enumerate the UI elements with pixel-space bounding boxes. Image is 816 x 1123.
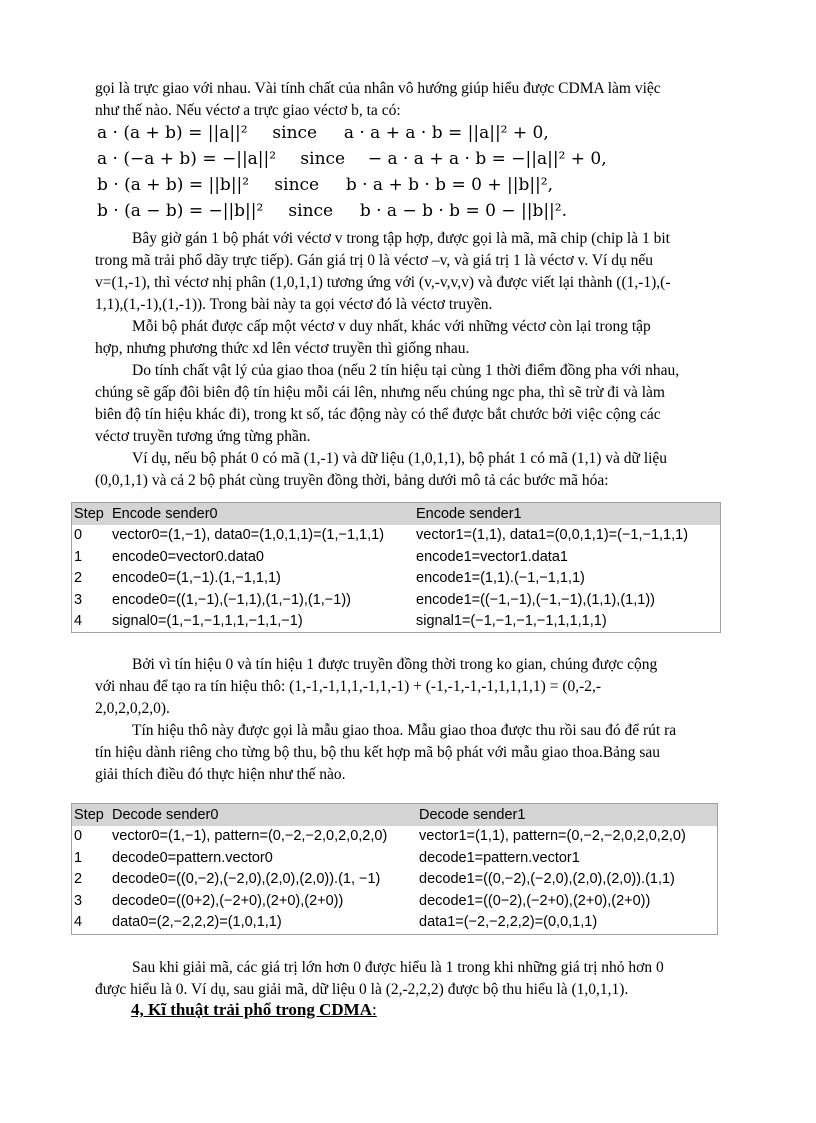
table-cell: 1 (74, 849, 83, 866)
text-line: véctơ truyền tương ứng từng phần. (95, 428, 311, 445)
equation-row (97, 146, 607, 172)
paragraph-chip-code (95, 228, 745, 316)
equation-lhs: a · (a + b) = ||a||² (97, 123, 248, 143)
table-header-cell: Encode sender0 (110, 503, 414, 525)
paragraph-interference (95, 360, 745, 448)
table-row (72, 847, 717, 869)
table-cell: vector1=(1,1), data1=(0,0,1,1)=(−1,−1,1,1) (416, 527, 689, 544)
table-cell: vector0=(1,−1), pattern=(0,−2,−2,0,2,0,2,0) (112, 828, 388, 845)
text-line: 1,1),(1,-1),(1,-1)). Trong bài này ta gọi véctơ đó là véctơ truyền. (95, 296, 493, 313)
text-line: chúng sẽ gấp đôi biên độ tín hiệu mỗi cái lên, nhưng nếu chúng ngc pha, thì sẽ trừ đi và làm (95, 384, 665, 401)
table-cell: 2 (74, 871, 83, 888)
text-line: Tín hiệu thô này được gọi là mẫu giao thoa. Mẫu giao thoa được thu rồi sau đó để rút ra (132, 722, 677, 739)
text-line: gọi là trực giao với nhau. Vài tính chất của nhân vô hướng giúp hiểu được CDMA làm việc (95, 80, 661, 97)
encode-table-frame (71, 502, 721, 633)
equation-since: since (288, 201, 334, 221)
table-cell: data0=(2,−2,2,2)=(1,0,1,1) (112, 914, 282, 931)
table-cell: decode1=pattern.vector1 (419, 849, 580, 866)
equation-since: since (272, 123, 318, 143)
table-cell: vector0=(1,−1), data0=(1,0,1,1)=(1,−1,1,1) (112, 527, 385, 544)
table-cell: encode0=vector0.data0 (112, 548, 264, 565)
equation-rhs: b · a − b · b = 0 − ||b||². (359, 201, 567, 221)
table-cell: decode0=((0,−2),(−2,0),(2,0),(2,0)).(1, −1) (112, 871, 381, 888)
table-cell: 0 (74, 828, 83, 845)
equation-since: since (300, 149, 346, 169)
equation-lhs: b · (a + b) = ||b||² (97, 175, 250, 195)
intro-paragraph (95, 78, 745, 122)
table-row (72, 611, 720, 633)
table-cell: 0 (74, 527, 83, 544)
equation-lhs: b · (a − b) = −||b||² (97, 201, 264, 221)
table-cell: encode1=vector1.data1 (416, 548, 568, 565)
table-row (72, 589, 720, 611)
text-line: Sau khi giải mã, các giá trị lớn hơn 0 được hiểu là 1 trong khi những giá trị nhỏ hơn 0 (132, 959, 664, 976)
text-line: 2,0,2,0,2,0). (95, 700, 170, 717)
table-row (72, 912, 717, 934)
table-header-row (72, 503, 720, 525)
table-cell: data1=(−2,−2,2,2)=(0,0,1,1) (419, 914, 598, 931)
text-line: với nhau để tạo ra tín hiệu thô: (1,-1,-1,1,1,-1,1,-1) + (-1,-1,-1,-1,1,1,1,1) = (0,-2,- (95, 678, 602, 695)
decode-table-frame (71, 803, 718, 935)
table-row (72, 546, 720, 568)
text-line: trong mã trải phổ dãy trực tiếp). Gán giá trị 0 là véctơ –v, và giá trị 1 là véctơ v. Ví dụ nếu (95, 252, 653, 269)
equation-row (97, 172, 607, 198)
table-cell: encode1=((−1,−1),(−1,−1),(1,1),(1,1)) (416, 591, 655, 608)
table-cell: 1 (74, 548, 83, 565)
text-line: giải thích điều đó thực hiện như thế nào. (95, 766, 346, 783)
equation-rhs: a · a + a · b = ||a||² + 0, (343, 123, 549, 143)
table-row (72, 568, 720, 590)
table-row (72, 525, 720, 547)
text-line: (0,0,1,1) và cả 2 bộ phát cùng truyền đồng thời, bảng dưới mô tả các bước mã hóa: (95, 472, 609, 489)
text-line: Bây giờ gán 1 bộ phát với véctơ v trong tập hợp, được gọi là mã, mã chip (chip là 1 bit (132, 230, 670, 247)
table-row (72, 826, 717, 848)
table-cell: decode1=((0−2),(−2+0),(2+0),(2+0)) (419, 892, 651, 909)
section-heading (131, 1000, 377, 1020)
text-line: Ví dụ, nếu bộ phát 0 có mã (1,-1) và dữ liệu (1,0,1,1), bộ phát 1 có mã (1,1) và dữ liệu (132, 450, 668, 467)
text-line: Do tính chất vật lý của giao thoa (nếu 2 tín hiệu tại cùng 1 thời điểm đồng pha với nhau, (132, 362, 680, 379)
text-line: Bởi vì tín hiệu 0 và tín hiệu 1 được truyền đồng thời trong ko gian, chúng được cộng (132, 656, 658, 673)
text-line: hợp, nhưng phương thức xd lên véctơ truyền thì giống nhau. (95, 340, 470, 357)
table-header-cell: Encode sender1 (414, 503, 720, 525)
table-header-cell: Step (72, 804, 110, 826)
equation-since: since (274, 175, 320, 195)
section-heading-colon: : (372, 1000, 377, 1019)
table-cell: decode0=((0+2),(−2+0),(2+0),(2+0)) (112, 892, 344, 909)
table-cell: 4 (74, 613, 83, 630)
paragraph-interference-pattern (95, 720, 745, 786)
text-line: Mỗi bộ phát được cấp một véctơ v duy nhất, khác với những véctơ còn lại trong tập (132, 318, 651, 335)
equation-rhs: b · a + b · b = 0 + ||b||², (345, 175, 553, 195)
table-cell: 2 (74, 570, 83, 587)
encode-table (72, 503, 720, 632)
table-header-cell: Decode sender1 (417, 804, 717, 826)
table-cell: signal0=(1,−1,−1,1,1,−1,1,−1) (112, 613, 303, 630)
table-cell: encode0=((1,−1),(−1,1),(1,−1),(1,−1)) (112, 591, 351, 608)
table-cell: encode1=(1,1).(−1,−1,1,1) (416, 570, 585, 587)
text-line: được hiểu là 0. Ví dụ, sau giải mã, dữ liệu 0 là (2,-2,2,2) được bộ thu hiểu là (1,0,1,1). (95, 981, 629, 998)
text-line: biên độ tín hiệu khác đi), trong kt số, tác động này có thể được bắt chước bởi việc cộng các (95, 406, 661, 423)
table-cell: vector1=(1,1), pattern=(0,−2,−2,0,2,0,2,0) (419, 828, 686, 845)
table-cell: encode0=(1,−1).(1,−1,1,1) (112, 570, 281, 587)
table-row (72, 869, 717, 891)
text-line: như thế nào. Nếu véctơ a trực giao véctơ b, ta có: (95, 102, 401, 119)
equation-lhs: a · (−a + b) = −||a||² (97, 149, 277, 169)
table-row (72, 890, 717, 912)
paragraph-raw-signal (95, 654, 745, 720)
table-header-cell: Step (72, 503, 110, 525)
table-header-cell: Decode sender0 (110, 804, 417, 826)
section-heading-text: 4, Kĩ thuật trải phổ trong CDMA (131, 1000, 372, 1019)
equation-row (97, 120, 607, 146)
paragraph-decode-result (95, 957, 745, 1001)
text-line: v=(1,-1), thì véctơ nhị phân (1,0,1,1) tương ứng với (v,-v,v,v) và được viết lại thành ((1,-1),(- (95, 274, 671, 291)
paragraph-example (95, 448, 745, 492)
table-cell: signal1=(−1,−1,−1,−1,1,1,1,1) (416, 613, 607, 630)
paragraph-unique-vector (95, 316, 745, 360)
text-line: tín hiệu dành riêng cho từng bộ thu, bộ thu kết hợp mã bộ phát với mẫu giao thoa.Bảng sau (95, 744, 661, 761)
table-cell: decode0=pattern.vector0 (112, 849, 273, 866)
equation-row (97, 198, 607, 224)
table-cell: 3 (74, 892, 83, 909)
decode-table (72, 804, 717, 933)
equation-block (97, 120, 607, 224)
equation-rhs: − a · a + a · b = −||a||² + 0, (367, 149, 607, 169)
table-cell: 3 (74, 591, 83, 608)
table-cell: 4 (74, 914, 83, 931)
table-cell: decode1=((0,−2),(−2,0),(2,0),(2,0)).(1,1) (419, 871, 675, 888)
table-header-row (72, 804, 717, 826)
